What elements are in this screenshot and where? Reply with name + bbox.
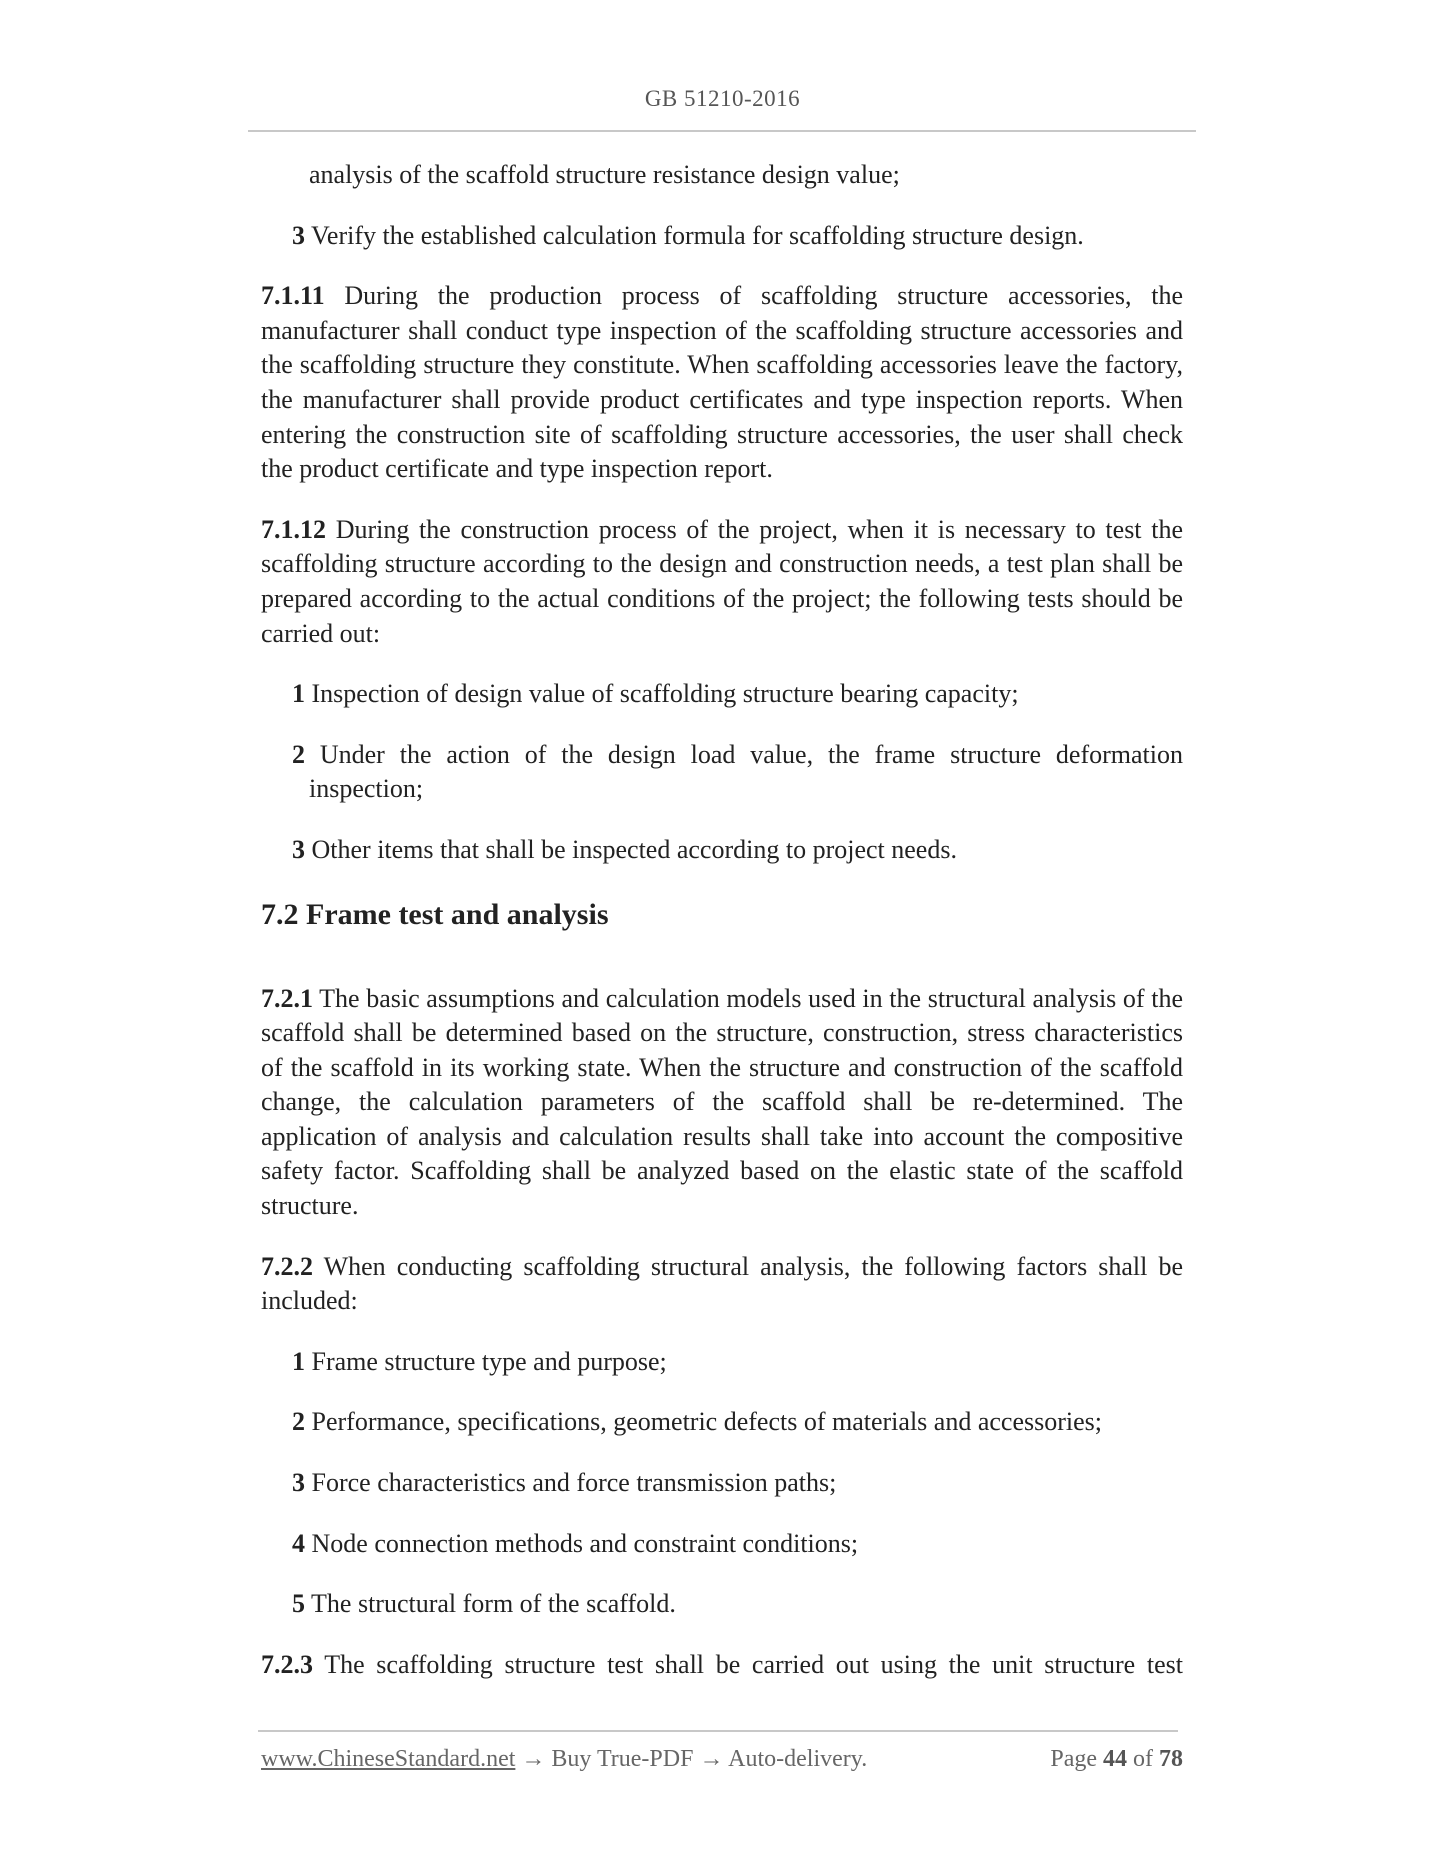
clause-number: 7.2.1 [261, 983, 313, 1013]
list-item [292, 1345, 1183, 1380]
list-item [292, 1587, 1183, 1622]
of-label: of [1127, 1746, 1159, 1772]
item-number: 2 [292, 1407, 305, 1437]
clause-number: 7.1.12 [261, 514, 326, 544]
clause-7-2-1 [261, 982, 1183, 1224]
footer-divider [258, 1730, 1178, 1732]
item-text: Frame structure type and purpose; [305, 1346, 667, 1376]
item-text: Under the action of the design load value, the frame structure deformation inspection; [305, 739, 1183, 804]
list-item [292, 677, 1183, 712]
list-item [292, 1466, 1183, 1501]
website-link[interactable]: www.ChineseStandard.net [261, 1746, 516, 1772]
page-total: 78 [1159, 1746, 1183, 1772]
item-number: 1 [292, 1346, 305, 1376]
list-item [292, 833, 1183, 868]
clause-text: The basic assumptions and calculation models used in the structural analysis of the scaffold shall be determined based on the structure, construction, stress characteristics of the scaffold in its working state. When the structure and construction of the scaffold change, the calculation parameters of the scaffold shall be re-determined. The application of analysis and calculation results shall take into account the compositive safety factor. Scaffolding shall be analyzed based on the elastic state of the scaffold structure. [261, 983, 1183, 1221]
item-number: 3 [292, 1468, 305, 1498]
clause-text: The scaffolding structure test shall be carried out using the unit structure test [313, 1649, 1183, 1679]
document-body [261, 158, 1183, 1708]
item-text: Force characteristics and force transmission paths; [305, 1468, 837, 1498]
item-number: 3 [292, 834, 305, 864]
footer-promo [261, 1746, 867, 1773]
list-item [292, 738, 1183, 807]
page-label: Page [1050, 1746, 1103, 1772]
item-number: 1 [292, 679, 305, 709]
item-text: Verify the established calculation formula for scaffolding structure design. [305, 220, 1084, 250]
clause-number: 7.1.11 [261, 281, 325, 311]
clause-number: 7.2.2 [261, 1251, 313, 1281]
arrow-icon: → [515, 1746, 552, 1772]
page-number: 44 [1103, 1746, 1127, 1772]
item-text: Performance, specifications, geometric defects of materials and accessories; [305, 1407, 1102, 1437]
clause-7-2-2 [261, 1250, 1183, 1319]
item-number: 3 [292, 220, 305, 250]
clause-7-1-11 [261, 279, 1183, 487]
item-text: The structural form of the scaffold. [305, 1589, 676, 1619]
clause-number: 7.2.3 [261, 1649, 313, 1679]
arrow-icon: → [693, 1746, 729, 1772]
page-indicator [1050, 1746, 1183, 1773]
item-number: 2 [292, 739, 305, 769]
list-item [292, 1405, 1183, 1440]
header-divider [248, 130, 1196, 132]
item-text: Inspection of design value of scaffolding structure bearing capacity; [305, 679, 1019, 709]
clause-7-1-12 [261, 513, 1183, 651]
delivery-text: Auto-delivery. [728, 1746, 868, 1772]
list-item [292, 1527, 1183, 1562]
clause-text: When conducting scaffolding structural analysis, the following factors shall be included: [261, 1251, 1183, 1316]
list-item [292, 219, 1183, 254]
clause-text: During the production process of scaffolding structure accessories, the manufacturer shall conduct type inspection of the scaffolding structure accessories and the scaffolding structure they constitute. When scaffolding accessories leave the factory, the manufacturer shall provide product certificates and type inspection reports. When entering the construction site of scaffolding structure accessories, the user shall check the product certificate and type inspection report. [261, 281, 1183, 484]
section-heading-7-2: 7.2 Frame test and analysis [261, 897, 609, 931]
item-text: Other items that shall be inspected according to project needs. [305, 834, 957, 864]
continued-text: analysis of the scaffold structure resistance design value; [309, 160, 900, 189]
clause-text: During the construction process of the project, when it is necessary to test the scaffolding structure according to the design and construction needs, a test plan shall be prepared according to the actual conditions of the project; the following tests should be carried out: [261, 514, 1183, 648]
page-header-title: GB 51210-2016 [644, 86, 801, 111]
item-text: Node connection methods and constraint conditions; [305, 1528, 859, 1558]
clause-7-2-3 [261, 1648, 1183, 1683]
buy-text: Buy True-PDF [551, 1746, 694, 1772]
item-number: 4 [292, 1528, 305, 1558]
item-number: 5 [292, 1589, 305, 1619]
